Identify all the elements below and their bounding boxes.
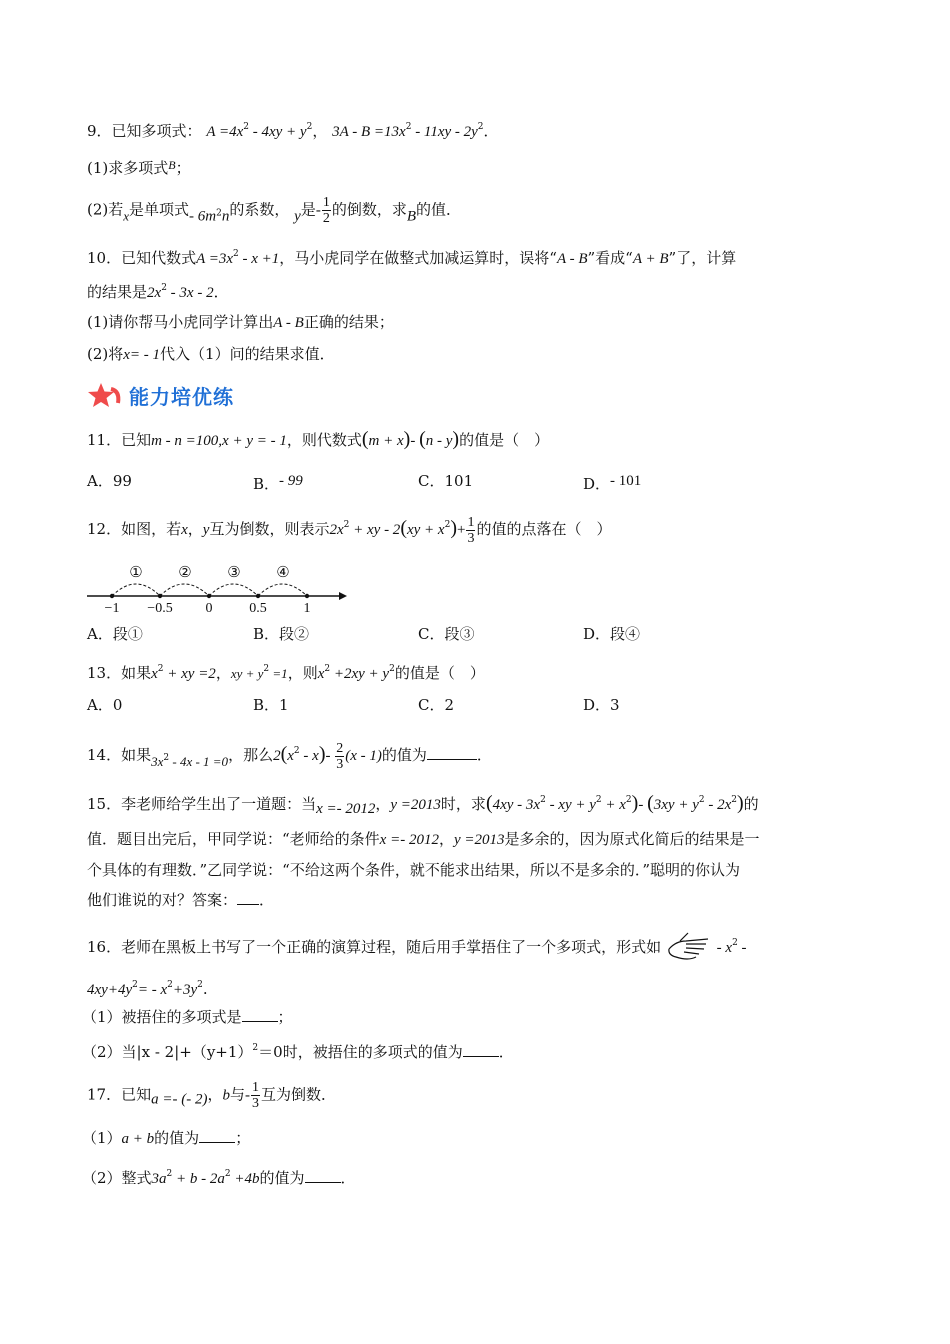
q15-answer-blank[interactable] — [237, 890, 259, 905]
q17-stem: 17．已知a =- (- 2)，b与- $\frac{1}{3}$ 互为倒数． — [87, 1080, 337, 1111]
q13-option-d[interactable]: D．3 — [583, 696, 620, 714]
q16-sub1-blank[interactable] — [242, 1007, 278, 1022]
tick-label-3: 0 — [205, 601, 213, 616]
q11-option-d[interactable]: D．- 101 — [583, 473, 642, 493]
segment-arc-1 — [112, 584, 160, 596]
tick-label-1: −1 — [104, 601, 120, 616]
q13-option-c[interactable]: C．2 — [418, 696, 455, 714]
q16-sub1: （1）被捂住的多项式是 ； — [82, 1008, 293, 1026]
q12-option-d[interactable]: D．段④ — [583, 625, 641, 643]
q16-line2: $4xy+4y^2= - x^2+3y^2$. — [87, 980, 208, 998]
q12-option-c[interactable]: C．段③ — [418, 625, 475, 643]
q10-sub2: (2)将x= - 1代入（1）问的结果求值． — [87, 345, 335, 363]
segment-label-1: ① — [129, 563, 143, 581]
q15-line3: 个具体的有理数．”乙同学说：“不给这两个条件，就不能求出结果，所以不是多余的．”聪明的你认为 — [87, 861, 741, 879]
number-line-arrow — [339, 592, 347, 600]
number-line — [87, 560, 347, 616]
tick-label-4: 0.5 — [249, 601, 267, 616]
q17-sub1: （1）a + b的值为 ； — [82, 1129, 251, 1147]
q15-line1: 15．李老师给学生出了一道题：当x =- 2012，y =2013时，求($4xy - 3x^2$ - xy + $y^2 + x^2)-$ $(3xy + y^2 - 2x^2)$的 — [87, 792, 759, 817]
section-heading — [87, 381, 234, 411]
q17-sub1-blank[interactable] — [199, 1128, 235, 1143]
q14-stem: 14．如果3x2 - 4x - 1 =0，那么$2(x^2 - x)-$ $\frac{2}{3}$ (x - 1)的值为 ． — [87, 740, 492, 772]
q10-line1: 10．已知代数式$A =3x^2 - x +1$，马小虎同学在做整式加减运算时，误将“A - B”看成“A + B”了，计算 — [87, 249, 737, 267]
q15-line2: 值．题目出完后，甲同学说：“老师给的条件x =- 2012，y =2013是多余的，因为原式化简后的结果是一 — [87, 830, 760, 848]
tick-label-2: −0.5 — [147, 601, 173, 616]
segment-arc-4 — [258, 584, 307, 596]
q13-option-b[interactable]: B．1 — [253, 696, 289, 714]
q9-sub1: (1)求多项式$^B$； — [87, 158, 191, 177]
segment-label-3: ③ — [227, 563, 241, 581]
segment-label-2: ② — [178, 563, 192, 581]
q10-sub1: (1)请你帮马小虎同学计算出A - B正确的结果； — [87, 313, 394, 331]
q15-line4: 他们谁说的对？答案： ． — [87, 891, 275, 909]
q16-line1: 16．老师在黑板上书写了一个正确的演算过程，随后用手掌捂住了一个多项式，形式如 - $x^2$ - — [87, 931, 747, 961]
hand-icon — [666, 931, 712, 961]
q9-stem: 9．已知多项式： $A =4x^2 - 4xy + y^2$， $3A - B =13x^2 - 11xy - 2y^2$． — [87, 122, 499, 140]
segment-arc-2 — [160, 584, 209, 596]
q13-stem: 13．如果$x^2$ + xy =2，xy + $y^2 =1$，则$x^2 +2xy + y^2$的值是（ ） — [87, 664, 485, 682]
q17-sub2: （2）整式$3a^2 + b - 2a^2 +4b$的值为 ． — [82, 1169, 356, 1187]
q14-answer-blank[interactable] — [427, 745, 477, 760]
q12-option-b[interactable]: B．段② — [253, 625, 310, 643]
q12-stem: 12．如图，若x，y互为倒数，则表示$2x^2$ + xy - $2(xy + x^2)+$ $\frac{1}{3}$ 的值的点落在（ ） — [87, 514, 612, 546]
section-title: 能力培优练 — [129, 385, 234, 409]
q11-stem: 11．已知m - n =100,x + y = - 1，则代数式(m + x)- (n - y)的值是（ ） — [87, 428, 550, 450]
q13-option-a[interactable]: A．0 — [87, 696, 123, 714]
star-icon — [87, 381, 123, 411]
segment-arc-3 — [209, 584, 258, 596]
q11-option-b[interactable]: B．- 99 — [253, 473, 303, 493]
q9-sub2: (2)若x是单项式- $6m^2n$的系数， y是- $\frac{1}{2}$ 的倒数，求B的值． — [87, 195, 462, 226]
q11-option-a[interactable]: A．99 — [87, 472, 132, 490]
segment-label-4: ④ — [276, 563, 290, 581]
q10-line2: 的结果是$2x^2 - 3x - 2$． — [87, 283, 229, 301]
q17-sub2-blank[interactable] — [305, 1168, 341, 1183]
q16-sub2: （2）当$|x - 2|+(y+1)^2=0$时，被捂住的多项式的值为 ． — [82, 1043, 514, 1061]
tick-label-5: 1 — [303, 601, 311, 616]
q12-option-a[interactable]: A．段① — [87, 625, 143, 643]
q11-option-c[interactable]: C．101 — [418, 472, 474, 490]
q16-sub2-blank[interactable] — [463, 1042, 499, 1057]
